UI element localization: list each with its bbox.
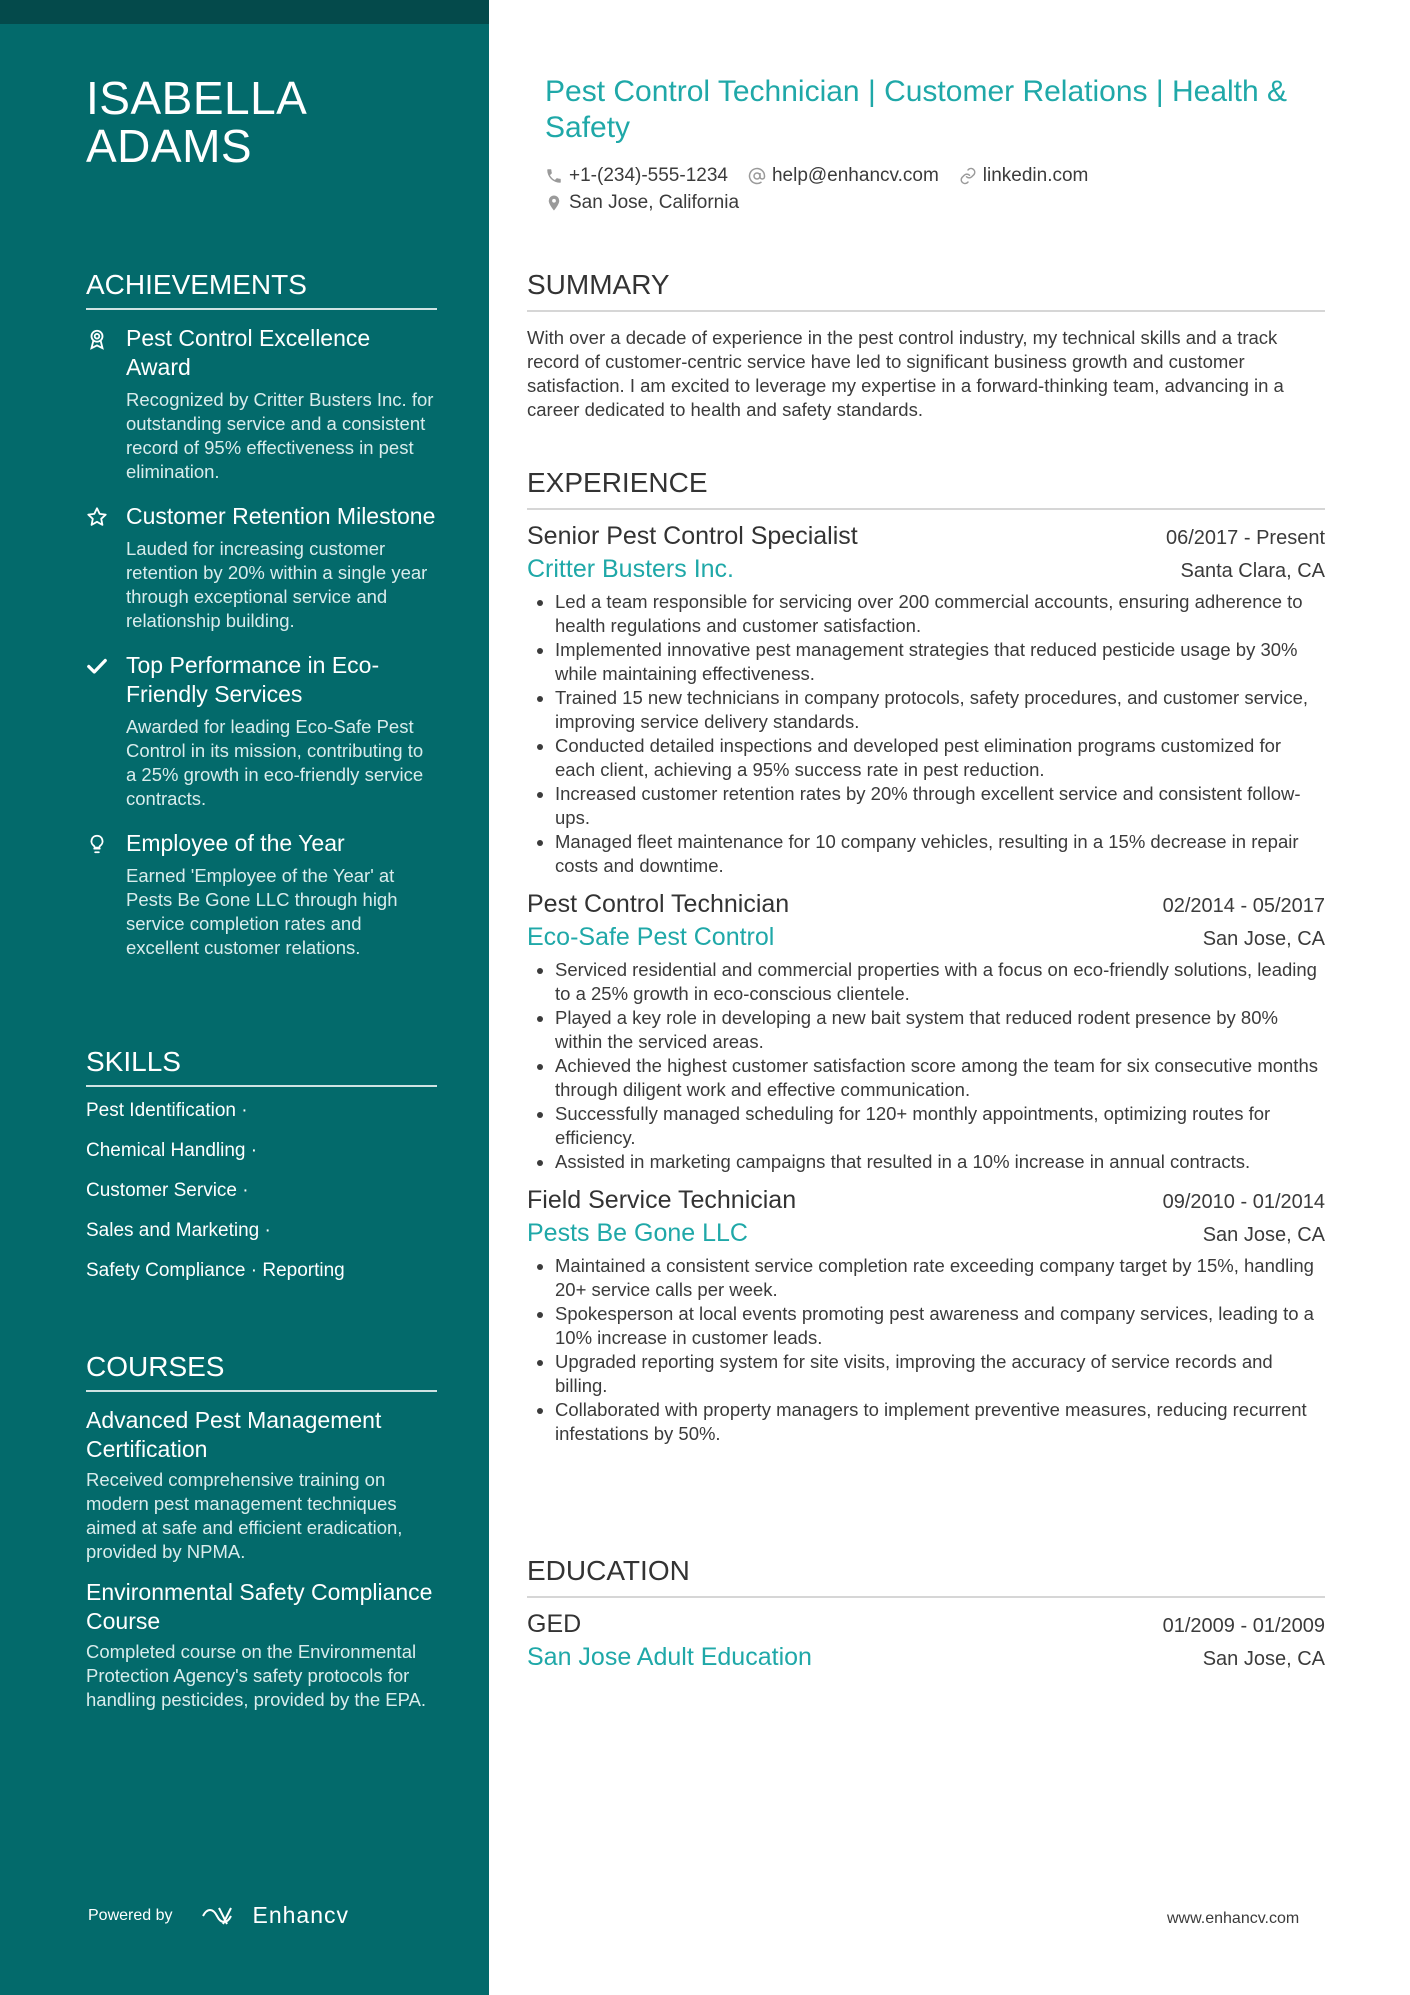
course-title: Advanced Pest Management Certification [86,1407,382,1462]
education-entry [527,1608,1325,1674]
achievement-desc: Recognized by Critter Busters Inc. for outstanding service and a consistent record of 95% effectiveness in pest elimination. [126,389,434,482]
skill-line: Chemical Handling · [86,1140,258,1161]
achievement-title: Top Performance in Eco-Friendly Services [126,652,380,707]
location-text: San Jose, California [569,191,740,213]
school-name: San Jose Adult Education [527,1643,812,1671]
job-bullet: • Successfully managed scheduling for 120+ monthly appointments, optimizing routes for efficiency. [555,1102,1325,1150]
job-bullet: • Increased customer retention rates by 20% through excellent service and consistent follow-ups. [555,782,1325,830]
job-bullet: • Serviced residential and commercial properties with a focus on eco-friendly solutions, leading to a 25% growth in eco-conscious clientele. [555,958,1325,1006]
main-header [527,74,1325,216]
job-bullet: • Managed fleet maintenance for 10 company vehicles, resulting in a 15% decrease in repair costs and downtime. [555,830,1325,878]
job-bullet: • Achieved the highest customer satisfaction score among the team for six consecutive months through diligent work and effective communication. [555,1054,1325,1102]
job-bullet: • Assisted in marketing campaigns that resulted in a 10% increase in annual contracts. [555,1150,1325,1174]
email-text: help@enhancv.com [771,164,939,186]
experience-section [527,466,1325,1446]
job-dates: 02/2014 - 05/2017 [1162,895,1325,917]
star-icon [86,502,126,633]
skill-line: Safety Compliance · Reporting [86,1260,345,1281]
footer-url[interactable]: www.enhancv.com [1167,1910,1300,1927]
achievement-item [86,502,437,633]
skills-heading: SKILLS [86,1045,437,1087]
job-bullet: • Maintained a consistent service completion rate exceeding company target by 15%, handling 20+ service calls per week. [555,1254,1325,1302]
experience-heading: EXPERIENCE [527,466,1325,510]
achievement-item [86,324,437,484]
course-desc: Received comprehensive training on modern pest management techniques aimed at safe and efficient eradication, provided by NPMA. [86,1469,403,1562]
job-bullet: • Spokesperson at local events promoting pest awareness and company services, leading to a 10% increase in customer leads. [555,1302,1325,1350]
enhancv-brand: Enhancv [252,1902,350,1928]
company-name: Critter Busters Inc. [527,555,734,583]
contact-info [545,162,1325,216]
at-icon [748,167,766,185]
job-entry [527,1184,1325,1446]
achievement-desc: Earned 'Employee of the Year' at Pests Be Gone LLC through high service completion rates and excellent customer relations. [126,865,398,958]
job-location: San Jose, CA [1202,1224,1325,1246]
job-bullet: • Played a key role in developing a new bait system that reduced rodent presence by 80% within the serviced areas. [555,1006,1325,1054]
skill-line: Customer Service · [86,1180,249,1201]
phone-icon [545,167,563,185]
link-icon [959,167,977,185]
education-dates: 01/2009 - 01/2009 [1162,1615,1325,1637]
candidate-name: ISABELLA ADAMS [86,72,308,172]
link-text: linkedin.com [982,164,1089,186]
job-title: Pest Control Technician [527,890,790,918]
job-dates: 06/2017 - Present [1166,527,1325,549]
courses-section [86,1350,437,1722]
award-icon [86,324,126,484]
achievements-section [86,268,437,978]
contact-phone[interactable] [545,165,728,187]
job-title: Field Service Technician [527,1186,797,1214]
job-bullet: • Upgraded reporting system for site visits, improving the accuracy of service records and billing. [555,1350,1325,1398]
achievements-heading: ACHIEVEMENTS [86,268,437,310]
enhancv-logo-icon [201,1904,245,1928]
powered-by [88,1902,349,1929]
job-location: Santa Clara, CA [1180,560,1325,582]
course-desc: Completed course on the Environmental Protection Agency's safety protocols for handling pesticides, provided by the EPA. [86,1641,427,1710]
summary-section [527,268,1325,422]
skill-line: Pest Identification · [86,1100,248,1121]
summary-heading: SUMMARY [527,268,1325,312]
courses-heading: COURSES [86,1350,437,1392]
job-bullet: • Implemented innovative pest management strategies that reduced pesticide usage by 30% while maintaining effectiveness. [555,638,1325,686]
skill-line: Sales and Marketing · [86,1220,271,1241]
achievement-desc: Awarded for leading Eco-Safe Pest Control in its mission, contributing to a 25% growth in eco-friendly service contracts. [126,716,424,809]
sidebar-top-band [0,0,489,24]
contact-email[interactable] [748,165,939,187]
sidebar [0,0,489,1995]
achievement-title: Pest Control Excellence Award [126,325,371,380]
company-name: Eco-Safe Pest Control [527,923,775,951]
course-item [86,1578,437,1712]
job-dates: 09/2010 - 01/2014 [1162,1191,1325,1213]
headline: Pest Control Technician | Customer Relations | Health & Safety [545,75,1288,144]
job-entry [527,520,1325,878]
job-bullet: • Conducted detailed inspections and developed pest elimination programs customized for each client, achieving a 95% success rate in pest reduction. [555,734,1325,782]
lightbulb-icon [86,829,126,960]
degree: GED [527,1610,582,1638]
phone-text: +1-(234)-555-1234 [569,164,728,186]
powered-by-label: Powered by [88,1906,173,1924]
achievement-title: Employee of the Year [126,830,345,856]
enhancv-logo[interactable] [201,1902,350,1929]
company-name: Pests Be Gone LLC [527,1219,748,1247]
job-location: San Jose, CA [1202,928,1325,950]
location-pin-icon [545,194,563,212]
education-heading: EDUCATION [527,1554,1325,1598]
job-bullet: • Led a team responsible for servicing over 200 commercial accounts, ensuring adherence to health regulations and customer satisfaction. [555,590,1325,638]
check-icon [86,651,126,811]
education-section [527,1554,1325,1674]
contact-location [545,192,739,214]
achievement-item [86,829,437,960]
contact-link[interactable] [959,165,1089,187]
job-title: Senior Pest Control Specialist [527,522,858,550]
job-entry [527,888,1325,1174]
job-bullet: • Collaborated with property managers to implement preventive measures, reducing recurrent infestations by 50%. [555,1398,1325,1446]
skills-section [86,1045,437,1299]
education-location: San Jose, CA [1202,1648,1325,1670]
achievement-desc: Lauded for increasing customer retention by 20% within a single year through exceptional service and relationship building. [126,538,428,631]
summary-text: With over a decade of experience in the pest control industry, my technical skills and a track record of customer-centric service have led to significant business growth and customer satisfaction. I am excited to leverage my expertise in a forward-thinking team, advancing in a career dedicated to health and safety standards. [527,327,1284,420]
achievement-item [86,651,437,811]
course-title: Environmental Safety Compliance Course [86,1579,433,1634]
job-bullet: • Trained 15 new technicians in company protocols, safety procedures, and customer service, improving service delivery standards. [555,686,1325,734]
achievement-title: Customer Retention Milestone [126,503,436,529]
course-item [86,1406,437,1564]
